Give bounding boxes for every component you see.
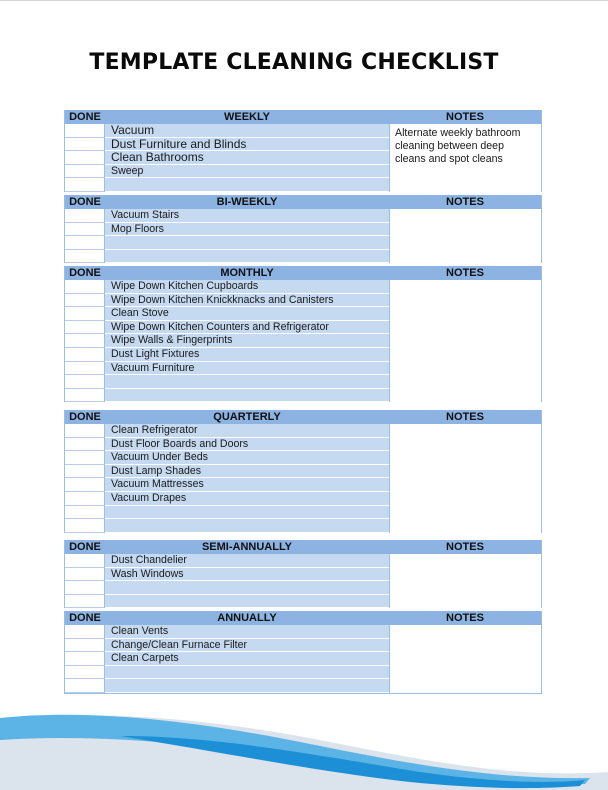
section-name-header: BI-WEEKLY xyxy=(216,196,278,208)
page-top-rule xyxy=(0,0,608,1)
section-header xyxy=(65,195,541,209)
done-checkbox-cell[interactable] xyxy=(65,138,104,152)
task-item: Vacuum Under Beds xyxy=(105,451,389,465)
done-checkbox-cell[interactable] xyxy=(65,666,104,680)
task-column xyxy=(105,209,390,263)
task-item: Clean Vents xyxy=(105,625,389,639)
task-item: Wipe Down Kitchen Knickknacks and Canisters xyxy=(105,294,389,308)
done-column xyxy=(65,280,105,402)
done-checkbox-cell[interactable] xyxy=(65,209,104,223)
task-item xyxy=(105,519,389,533)
task-item xyxy=(105,506,389,520)
done-checkbox-cell[interactable] xyxy=(65,334,104,348)
task-item: Sweep xyxy=(105,165,389,179)
section-header xyxy=(65,110,541,124)
task-item xyxy=(105,595,389,609)
task-item xyxy=(105,666,389,680)
done-checkbox-cell[interactable] xyxy=(65,652,104,666)
section-annually xyxy=(64,611,542,694)
done-checkbox-cell[interactable] xyxy=(65,465,104,479)
task-item: Wipe Down Kitchen Cupboards xyxy=(105,280,389,294)
task-item: Clean Carpets xyxy=(105,652,389,666)
task-item xyxy=(105,375,389,389)
done-checkbox-cell[interactable] xyxy=(65,492,104,506)
section-header xyxy=(65,540,541,554)
task-item: Dust Furniture and Blinds xyxy=(105,138,389,152)
task-item xyxy=(105,389,389,403)
done-checkbox-cell[interactable] xyxy=(65,375,104,389)
section-name-header: SEMI-ANNUALLY xyxy=(201,541,293,553)
done-checkbox-cell[interactable] xyxy=(65,307,104,321)
done-column xyxy=(65,209,105,263)
done-column-header: DONE xyxy=(69,411,101,423)
section-header xyxy=(65,266,541,280)
done-checkbox-cell[interactable] xyxy=(65,639,104,653)
section-weekly xyxy=(64,110,542,192)
done-checkbox-cell[interactable] xyxy=(65,438,104,452)
section-name-header: WEEKLY xyxy=(223,111,271,123)
section-header xyxy=(65,410,541,424)
notes-cell[interactable] xyxy=(390,554,541,608)
task-item: Vacuum Stairs xyxy=(105,209,389,223)
done-checkbox-cell[interactable] xyxy=(65,294,104,308)
section-name-header: MONTHLY xyxy=(220,267,274,279)
task-item xyxy=(105,236,389,250)
done-checkbox-cell[interactable] xyxy=(65,519,104,533)
section-name-header: QUARTERLY xyxy=(213,411,281,423)
notes-column-header: NOTES xyxy=(446,541,484,553)
done-checkbox-cell[interactable] xyxy=(65,554,104,568)
done-checkbox-cell[interactable] xyxy=(65,321,104,335)
task-item: Dust Chandelier xyxy=(105,554,389,568)
done-checkbox-cell[interactable] xyxy=(65,362,104,376)
done-checkbox-cell[interactable] xyxy=(65,165,104,179)
task-column xyxy=(105,554,390,608)
done-column xyxy=(65,625,105,693)
section-semi-annually xyxy=(64,540,542,608)
task-item: Vacuum Mattresses xyxy=(105,478,389,492)
done-column-header: DONE xyxy=(69,111,101,123)
done-column xyxy=(65,124,105,192)
done-checkbox-cell[interactable] xyxy=(65,581,104,595)
section-name-header: ANNUALLY xyxy=(217,612,277,624)
task-item: Clean Bathrooms xyxy=(105,151,389,165)
notes-column-header: NOTES xyxy=(446,612,484,624)
done-checkbox-cell[interactable] xyxy=(65,223,104,237)
section-header xyxy=(65,611,541,625)
done-column-header: DONE xyxy=(69,612,101,624)
task-item: Wash Windows xyxy=(105,568,389,582)
task-item: Dust Light Fixtures xyxy=(105,348,389,362)
done-checkbox-cell[interactable] xyxy=(65,424,104,438)
task-item xyxy=(105,250,389,264)
page-title: TEMPLATE CLEANING CHECKLIST xyxy=(89,50,499,75)
notes-cell[interactable] xyxy=(390,209,541,263)
task-column xyxy=(105,280,390,402)
task-item: Dust Lamp Shades xyxy=(105,465,389,479)
done-checkbox-cell[interactable] xyxy=(65,236,104,250)
done-column-header: DONE xyxy=(69,541,101,553)
notes-cell[interactable]: Alternate weekly bathroom cleaning between deep cleans and spot cleans xyxy=(395,127,521,165)
done-checkbox-cell[interactable] xyxy=(65,568,104,582)
done-checkbox-cell[interactable] xyxy=(65,625,104,639)
task-item: Wipe Walls & Fingerprints xyxy=(105,334,389,348)
notes-column-header: NOTES xyxy=(446,111,484,123)
done-checkbox-cell[interactable] xyxy=(65,280,104,294)
task-item: Mop Floors xyxy=(105,223,389,237)
task-item: Clean Refrigerator xyxy=(105,424,389,438)
task-item: Wipe Down Kitchen Counters and Refrigerator xyxy=(105,321,389,335)
decorative-wave xyxy=(0,700,608,790)
done-column xyxy=(65,424,105,533)
done-checkbox-cell[interactable] xyxy=(65,250,104,264)
done-checkbox-cell[interactable] xyxy=(65,679,104,693)
done-checkbox-cell[interactable] xyxy=(65,348,104,362)
task-item: Clean Stove xyxy=(105,307,389,321)
notes-cell[interactable] xyxy=(390,625,541,693)
task-item: Vacuum Drapes xyxy=(105,492,389,506)
task-item: Change/Clean Furnace Filter xyxy=(105,639,389,653)
done-column xyxy=(65,554,105,608)
section-monthly xyxy=(64,266,542,402)
task-column xyxy=(105,424,390,533)
notes-cell[interactable] xyxy=(390,280,541,402)
done-column-header: DONE xyxy=(69,267,101,279)
notes-column-header: NOTES xyxy=(446,267,484,279)
task-item: Vacuum xyxy=(105,124,389,138)
notes-column-header: NOTES xyxy=(446,196,484,208)
done-checkbox-cell[interactable] xyxy=(65,389,104,403)
task-column xyxy=(105,124,390,192)
task-item: Vacuum Furniture xyxy=(105,362,389,376)
task-item: Dust Floor Boards and Doors xyxy=(105,438,389,452)
done-checkbox-cell[interactable] xyxy=(65,178,104,192)
done-checkbox-cell[interactable] xyxy=(65,478,104,492)
done-checkbox-cell[interactable] xyxy=(65,451,104,465)
done-column-header: DONE xyxy=(69,196,101,208)
done-checkbox-cell[interactable] xyxy=(65,595,104,609)
task-item xyxy=(105,679,389,693)
notes-cell[interactable] xyxy=(390,424,541,533)
task-item xyxy=(105,178,389,192)
done-checkbox-cell[interactable] xyxy=(65,151,104,165)
done-checkbox-cell[interactable] xyxy=(65,506,104,520)
done-checkbox-cell[interactable] xyxy=(65,124,104,138)
section-bi-weekly xyxy=(64,195,542,263)
section-quarterly xyxy=(64,410,542,533)
task-item xyxy=(105,581,389,595)
task-column xyxy=(105,625,390,693)
notes-column-header: NOTES xyxy=(446,411,484,423)
